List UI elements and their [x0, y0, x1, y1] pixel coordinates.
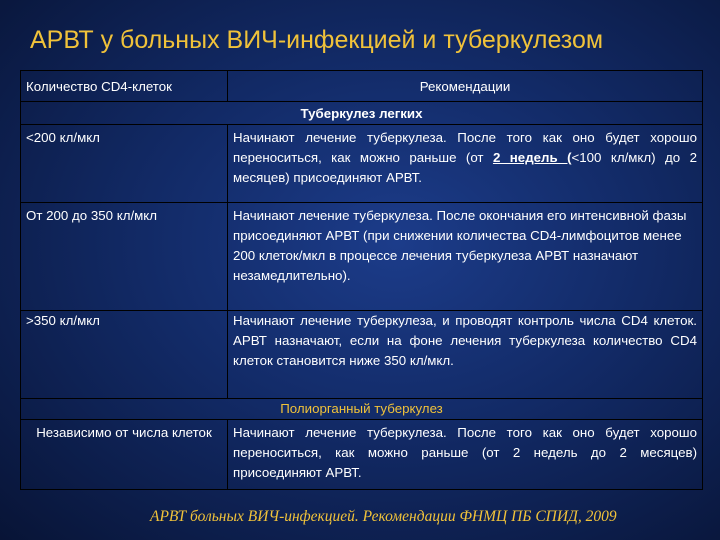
header-recommendations: Рекомендации — [228, 71, 703, 102]
cd4-cell: Независимо от числа клеток — [21, 420, 228, 490]
recommendations-table — [20, 70, 703, 490]
table-row — [21, 203, 703, 311]
recommendation-cell: Начинают лечение туберкулеза. После окончания его интенсивной фазы присоединяют АРВТ (при снижении количества CD4-лимфоцитов менее 200 клеток/мкл в процессе лечения туберкулеза АРВТ назначают незамедлительно). — [228, 203, 703, 311]
section-title-pulmonary-tb: Туберкулез легких — [21, 102, 703, 125]
section-row-polyorgan — [21, 399, 703, 420]
source-footer: АРВТ больных ВИЧ-инфекцией. Рекомендации ФНМЦ ПБ СПИД, 2009 — [150, 508, 617, 525]
table-row — [21, 420, 703, 490]
slide-title: АРВТ у больных ВИЧ-инфекцией и туберкулезом — [30, 26, 604, 54]
recommendation-text: Начинают лечение туберкулеза. После того как оно будет хорошо переноситься, как можно раньше (от — [233, 130, 697, 165]
table-row — [21, 125, 703, 203]
recommendation-cell — [228, 125, 703, 203]
cd4-cell: <200 кл/мкл — [21, 125, 228, 203]
recommendation-cell: Начинают лечение туберкулеза. После того как оно будет хорошо переноситься, как можно раньше (от 2 недель до 2 месяцев) присоединяют АРВТ. — [228, 420, 703, 490]
section-row-pulmonary — [21, 102, 703, 125]
cd4-cell: >350 кл/мкл — [21, 311, 228, 399]
recommendation-cell: Начинают лечение туберкулеза, и проводят контроль числа CD4 клеток. АРВТ назначают, если на фоне лечения туберкулеза количество CD4 клеток становится ниже 350 кл/мкл. — [228, 311, 703, 399]
cd4-cell: От 200 до 350 кл/мкл — [21, 203, 228, 311]
table-row — [21, 311, 703, 399]
table-header-row — [21, 71, 703, 102]
recommendation-text: <100 кл/мкл) до 2 месяцев) присоединяют АРВТ. — [233, 150, 697, 185]
section-title-polyorgan-tb: Полиорганный туберкулез — [21, 399, 703, 420]
header-cd4-count: Количество CD4-клеток — [21, 71, 228, 102]
recommendation-emphasis: 2 недель ( — [492, 150, 572, 165]
